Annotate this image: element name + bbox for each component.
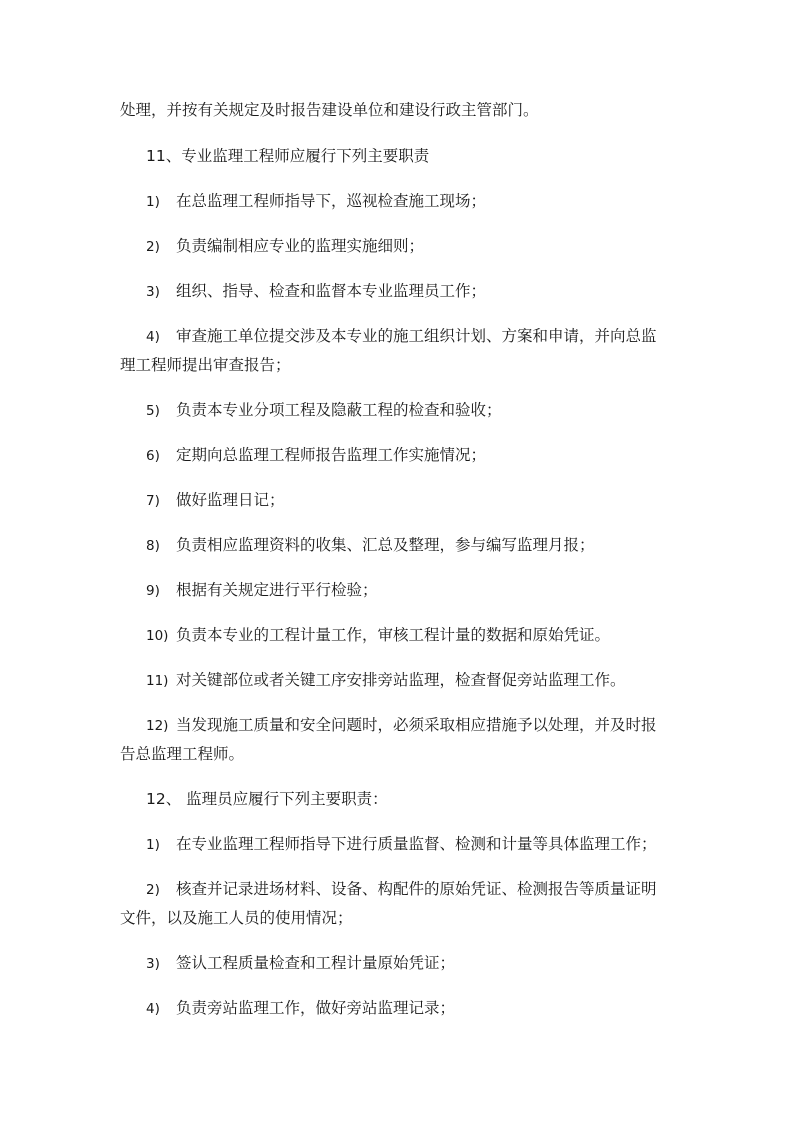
list-number: 2) (146, 882, 160, 898)
list-number: 3) (146, 284, 160, 300)
list-item (146, 281, 486, 302)
list-number: 3) (146, 956, 160, 972)
list-item (146, 834, 657, 855)
section-heading-12 (146, 789, 388, 809)
list-number: 8) (146, 538, 160, 554)
list-item (146, 236, 424, 257)
list-text: 做好监理日记； (176, 491, 285, 509)
list-item (146, 625, 610, 646)
list-item-continuation (120, 744, 244, 764)
list-item-continuation (120, 908, 353, 928)
list-number: 10) (146, 628, 169, 644)
list-number: 4) (146, 329, 160, 345)
list-number: 12) (146, 718, 169, 734)
list-text: 负责相应监理资料的收集、汇总及整理，参与编写监理月报； (176, 536, 595, 554)
list-item (146, 326, 657, 347)
list-text: 组织、指导、检查和监督本专业监理员工作； (176, 282, 487, 300)
list-text: 签认工程质量检查和工程计量原始凭证； (176, 954, 456, 972)
list-number: 11) (146, 673, 169, 689)
list-text: 负责本专业分项工程及隐蔽工程的检查和验收； (176, 401, 502, 419)
text: 告总监理工程师。 (120, 745, 245, 763)
list-item (146, 715, 657, 736)
list-text: 核查并记录进场材料、设备、构配件的原始凭证、检测报告等质量证明 (176, 880, 657, 898)
list-item (146, 191, 486, 212)
list-number: 6) (146, 448, 160, 464)
list-number: 1) (146, 837, 160, 853)
list-item (146, 400, 502, 421)
list-text: 负责本专业的工程计量工作，审核工程计量的数据和原始凭证。 (176, 626, 611, 644)
list-number: 7) (146, 493, 160, 509)
text: 11、专业监理工程师应履行下列主要职责 (146, 147, 430, 165)
list-text: 对关键部位或者关键工序安排旁站监理，检查督促旁站监理工作。 (176, 671, 626, 689)
list-item (146, 670, 626, 691)
list-text: 审查施工单位提交涉及本专业的施工组织计划、方案和申请，并向总监 (176, 327, 657, 345)
list-text: 负责编制相应专业的监理实施细则； (176, 237, 425, 255)
list-number: 9) (146, 583, 160, 599)
list-number: 4) (146, 1001, 160, 1017)
list-number: 5) (146, 403, 160, 419)
list-text: 定期向总监理工程师报告监理工作实施情况； (176, 446, 487, 464)
list-text: 根据有关规定进行平行检验； (176, 581, 378, 599)
list-number: 1) (146, 194, 160, 210)
text: 处理，并按有关规定及时报告建设单位和建设行政主管部门。 (120, 101, 539, 119)
text: 12、 监理员应履行下列主要职责： (146, 790, 388, 808)
list-item (146, 445, 486, 466)
list-text: 当发现施工质量和安全问题时，必须采取相应措施予以处理，并及时报 (176, 716, 657, 734)
list-item (146, 580, 378, 601)
list-item (146, 535, 595, 556)
paragraph-line (120, 100, 539, 120)
list-text: 在专业监理工程师指导下进行质量监督、检测和计量等具体监理工作； (176, 835, 657, 853)
text: 理工程师提出审查报告； (120, 356, 291, 374)
text: 文件，以及施工人员的使用情况； (120, 909, 353, 927)
list-text: 负责旁站监理工作，做好旁站监理记录； (176, 999, 456, 1017)
list-item-continuation (120, 355, 291, 375)
list-item (146, 998, 455, 1019)
list-number: 2) (146, 239, 160, 255)
list-text: 在总监理工程师指导下，巡视检查施工现场； (176, 192, 487, 210)
list-item (146, 953, 455, 974)
section-heading-11 (146, 146, 429, 166)
list-item (146, 879, 657, 900)
list-item (146, 490, 285, 511)
